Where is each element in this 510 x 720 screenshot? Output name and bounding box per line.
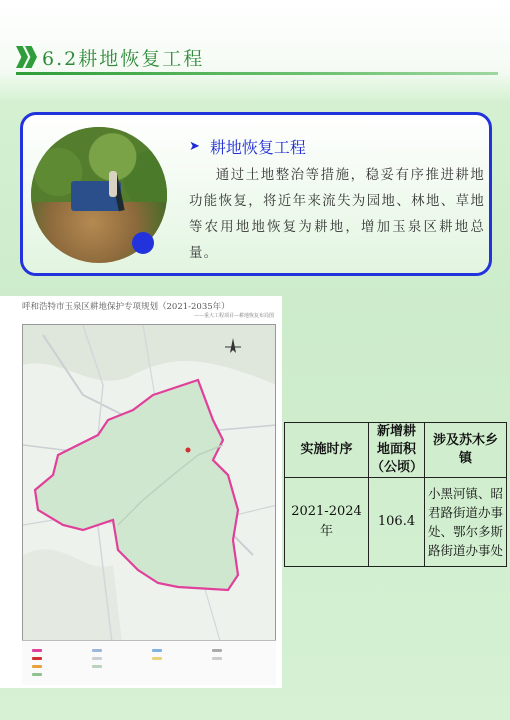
double-chevron-icon bbox=[16, 46, 34, 68]
intro-heading bbox=[189, 135, 306, 158]
intro-heading-text: 耕地恢复工程 bbox=[209, 138, 306, 157]
map-legend bbox=[22, 640, 276, 685]
map-title: 呼和浩特市玉泉区耕地保护专项规划（2021-2035年） bbox=[22, 302, 230, 312]
decorative-dot bbox=[132, 232, 154, 254]
table-header-row bbox=[285, 423, 507, 478]
section-title-text: 6.2耕地恢复工程 bbox=[42, 47, 205, 70]
intro-card bbox=[20, 112, 492, 276]
arrow-bullet-icon: ➤ bbox=[189, 139, 200, 154]
farmland-recovery-table bbox=[284, 422, 507, 567]
title-underline bbox=[16, 72, 498, 75]
map-subtitle: ——重大工程项目—耕地恢复布局图 bbox=[193, 313, 274, 319]
table-cell: 106.4 bbox=[369, 478, 425, 567]
header-cell: 新增耕地面积（公顷） bbox=[369, 423, 425, 478]
header-cell: 涉及苏木乡镇 bbox=[425, 423, 507, 478]
header-cell: 实施时序 bbox=[285, 423, 369, 478]
map-figure bbox=[0, 296, 282, 688]
table-row bbox=[285, 478, 507, 567]
table-cell: 2021-2024年 bbox=[285, 478, 369, 567]
section-title bbox=[16, 40, 500, 74]
table-cell: 小黑河镇、昭君路街道办事处、鄂尔多斯路街道办事处 bbox=[425, 478, 507, 567]
district-map bbox=[23, 325, 276, 650]
intro-body: 通过土地整治等措施，稳妥有序推进耕地功能恢复，将近年来流失为园地、林地、草地等农用地地恢复为耕地，增加玉泉区耕地总量。 bbox=[189, 168, 485, 261]
map-frame bbox=[22, 324, 276, 650]
district-seat-marker bbox=[186, 448, 191, 453]
